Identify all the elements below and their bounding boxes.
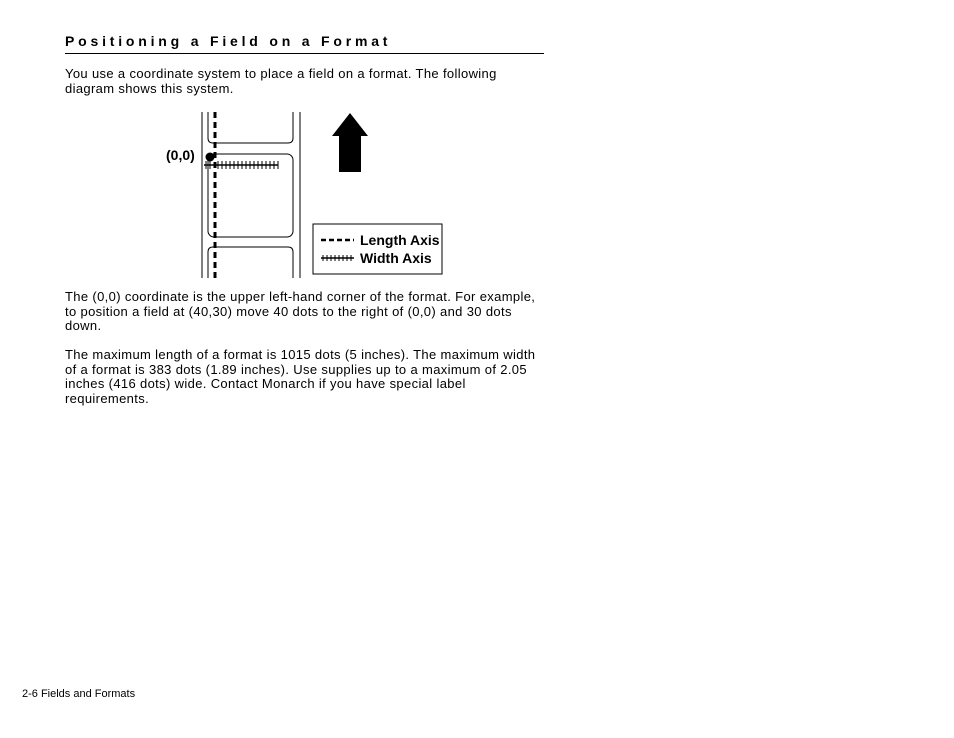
intro-paragraph: You use a coordinate system to place a field on a format. The following diagram shows this system. — [65, 66, 497, 96]
legend-width-label: Width Axis — [360, 250, 432, 266]
origin-dot-icon — [206, 153, 215, 162]
legend-length-label: Length Axis — [360, 232, 440, 248]
max-size-paragraph: The maximum length of a format is 1015 dots (5 inches). The maximum width of a format is 383 dots (1.89 inches). Use supplies up to a maximum of 2.05 inches (416 dots) wide. Contact Monarch if you have special label requirements. — [65, 347, 536, 406]
label-top — [208, 112, 293, 143]
origin-paragraph: The (0,0) coordinate is the upper left-hand corner of the format. For example, to position a field at (40,30) move 40 dots to the right of (0,0) and 30 dots down. — [65, 289, 536, 334]
section-heading-text: Positioning a Field on a Format — [65, 33, 392, 49]
label-bottom — [208, 247, 293, 278]
page-footer: 2-6 Fields and Formats — [22, 688, 136, 700]
coordinate-diagram — [160, 110, 450, 280]
up-arrow-icon — [332, 113, 368, 172]
origin-label: (0,0) — [166, 147, 195, 163]
section-heading — [65, 33, 544, 54]
